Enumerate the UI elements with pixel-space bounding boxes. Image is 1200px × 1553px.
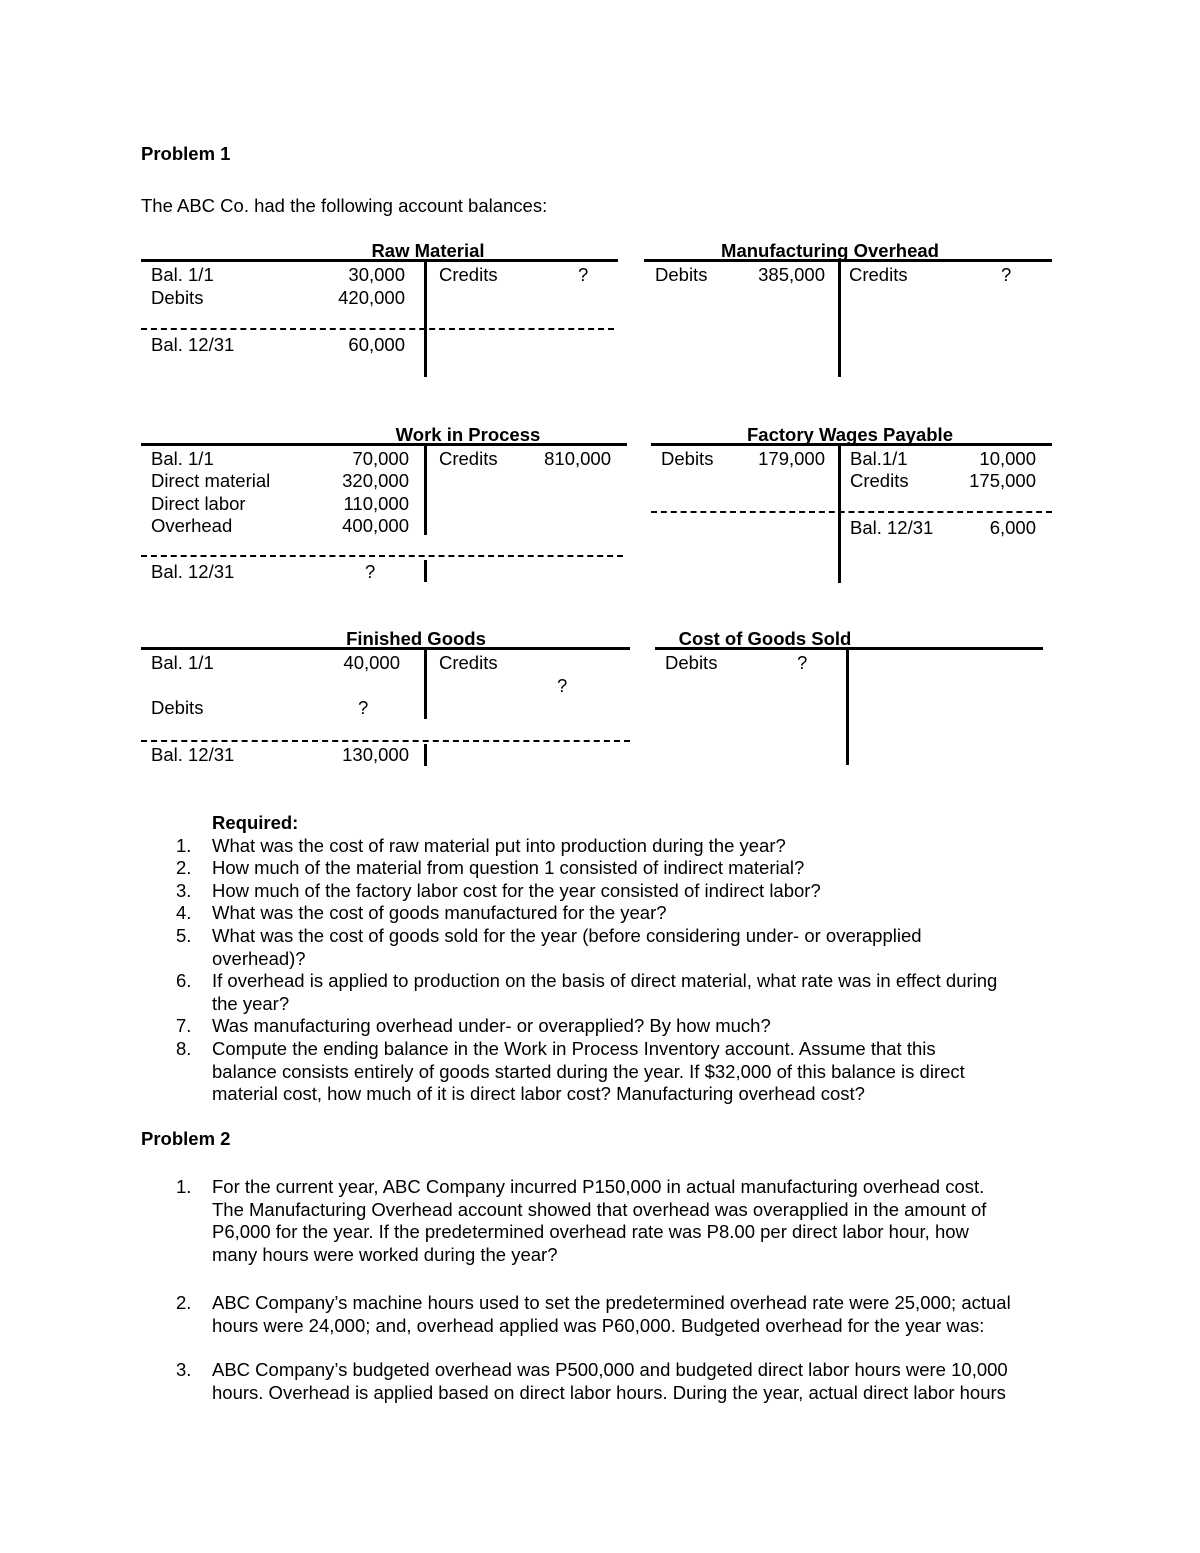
t-account-dashed-line [141, 328, 614, 330]
bal-end-value: 130,000 [342, 744, 409, 765]
t-account-top-line [644, 259, 1052, 262]
debits-label: Debits [661, 448, 714, 469]
list-item-text: How much of the material from question 1 consisted of indirect material? [212, 857, 805, 878]
account-title: Finished Goods [346, 628, 486, 649]
bal-end-label: Bal. 12/31 [151, 744, 235, 765]
t-account-divider [838, 443, 841, 583]
credits-value: 175,000 [969, 470, 1036, 491]
list-item-text: Compute the ending balance in the Work in Process Inventory account. Assume that this [212, 1038, 936, 1059]
list-item-text: What was the cost of goods manufactured for the year? [212, 902, 667, 923]
list-item-text: the year? [212, 992, 290, 1014]
account-title: Work in Process [395, 424, 541, 445]
list-item-number: 6. [176, 970, 192, 991]
bal-end-value: 60,000 [348, 334, 405, 355]
bal-end-value: ? [365, 561, 376, 582]
t-account-dashed-line [651, 511, 1052, 513]
account-title: Cost of Goods Sold [678, 628, 852, 649]
credits-label: Credits [849, 264, 908, 285]
debits-label: Debits [151, 287, 204, 308]
debits-value: 420,000 [338, 287, 405, 308]
t-account-top-line [141, 259, 618, 262]
t-account-dashed-line [141, 740, 630, 742]
bal-start-value: 70,000 [352, 448, 409, 469]
credits-value: ? [578, 264, 589, 285]
t-account-top-line [141, 647, 630, 650]
list-item-text: How much of the factory labor cost for the year consisted of indirect labor? [212, 880, 821, 901]
list-item-number: 7. [176, 1015, 192, 1036]
bal-end-label: Bal. 12/31 [151, 561, 235, 582]
t-account-dashed-line [141, 555, 623, 557]
bal-start-label: Bal. 1/1 [151, 652, 214, 673]
direct-labor-label: Direct labor [151, 493, 246, 514]
credits-label: Credits [439, 652, 498, 673]
list-item-number: 1. [176, 835, 192, 856]
bal-start-value: 40,000 [343, 652, 400, 673]
list-item-text: balance consists entirely of goods started during the year. If $32,000 of this balance is direct [212, 1060, 965, 1082]
t-account-divider-lower [424, 560, 427, 582]
debits-label: Debits [665, 652, 718, 673]
t-account-divider [424, 443, 427, 535]
bal-start-label: Bal. 1/1 [151, 448, 214, 469]
t-account-divider [424, 647, 427, 719]
list-item-text: What was the cost of goods sold for the year (before considering under- or overapplied [212, 925, 922, 946]
list-item-text: hours. Overhead is applied based on direct labor hours. During the year, actual direct labor hours [212, 1381, 1006, 1403]
list-item-text: If overhead is applied to production on the basis of direct material, what rate was in effect during [212, 970, 998, 991]
list-item-number: 4. [176, 902, 192, 923]
list-item-text: hours were 24,000; and, overhead applied was P60,000. Budgeted overhead for the year was: [212, 1314, 985, 1336]
debits-value: ? [797, 652, 808, 673]
list-item-text: ABC Company’s budgeted overhead was P500,000 and budgeted direct labor hours were 10,000 [212, 1359, 1008, 1380]
t-account-top-line [141, 443, 627, 446]
account-title: Factory Wages Payable [747, 424, 953, 445]
list-item-number: 8. [176, 1038, 192, 1059]
credits-value: ? [1001, 264, 1012, 285]
bal-end-value: 6,000 [989, 517, 1036, 538]
credits-label: Credits [439, 264, 498, 285]
account-title: Raw Material [371, 240, 485, 261]
list-item-number: 5. [176, 925, 192, 946]
direct-labor-value: 110,000 [343, 493, 409, 514]
direct-material-value: 320,000 [342, 470, 409, 491]
required-heading: Required: [212, 812, 299, 833]
bal-end-label: Bal. 12/31 [850, 517, 934, 538]
overhead-label: Overhead [151, 515, 233, 536]
bal-start-value: 30,000 [348, 264, 405, 285]
debits-value: 179,000 [758, 448, 825, 469]
debits-value: 385,000 [758, 264, 825, 285]
overhead-value: 400,000 [342, 515, 409, 536]
debits-label: Debits [151, 697, 204, 718]
debits-label: Debits [655, 264, 708, 285]
bal-start-label: Bal.1/1 [850, 448, 908, 469]
list-item-text: The Manufacturing Overhead account showed that overhead was overapplied in the amount of [212, 1198, 987, 1220]
problem-1-heading: Problem 1 [141, 143, 231, 164]
list-item-number: 3. [176, 880, 192, 901]
credits-value: 810,000 [544, 448, 611, 469]
list-item-text: many hours were worked during the year? [212, 1243, 558, 1265]
credits-label: Credits [850, 470, 909, 491]
t-account-divider [838, 259, 841, 377]
t-account-divider [846, 647, 849, 765]
bal-start-label: Bal. 1/1 [151, 264, 214, 285]
problem-2-heading: Problem 2 [141, 1128, 231, 1149]
list-item-number: 2. [176, 857, 192, 878]
debits-value: ? [358, 697, 369, 718]
credits-value: ? [557, 675, 568, 696]
list-item-number: 1. [176, 1176, 192, 1197]
t-account-top-line [651, 443, 1052, 446]
list-item-text: P6,000 for the year. If the predetermined overhead rate was P8.00 per direct labor hour, how [212, 1221, 969, 1242]
list-item-text: Was manufacturing overhead under- or overapplied? By how much? [212, 1015, 771, 1036]
list-item-number: 3. [176, 1359, 192, 1380]
t-account-divider [424, 259, 427, 377]
bal-end-label: Bal. 12/31 [151, 334, 235, 355]
direct-material-label: Direct material [151, 470, 271, 491]
list-item-number: 2. [176, 1292, 192, 1313]
bal-start-value: 10,000 [979, 448, 1036, 469]
list-item-text: What was the cost of raw material put into production during the year? [212, 835, 786, 856]
problem-1-intro: The ABC Co. had the following account balances: [141, 195, 548, 216]
t-account-divider-lower [424, 744, 427, 766]
credits-label: Credits [439, 448, 498, 469]
list-item-text: ABC Company’s machine hours used to set the predetermined overhead rate were 25,000; actual [212, 1292, 1011, 1313]
list-item-text: For the current year, ABC Company incurred P150,000 in actual manufacturing overhead cost. [212, 1176, 985, 1197]
t-account-top-line [655, 647, 1043, 650]
list-item-text: material cost, how much of it is direct labor cost? Manufacturing overhead cost? [212, 1083, 865, 1104]
list-item-text: overhead)? [212, 947, 306, 969]
account-title: Manufacturing Overhead [721, 240, 939, 261]
